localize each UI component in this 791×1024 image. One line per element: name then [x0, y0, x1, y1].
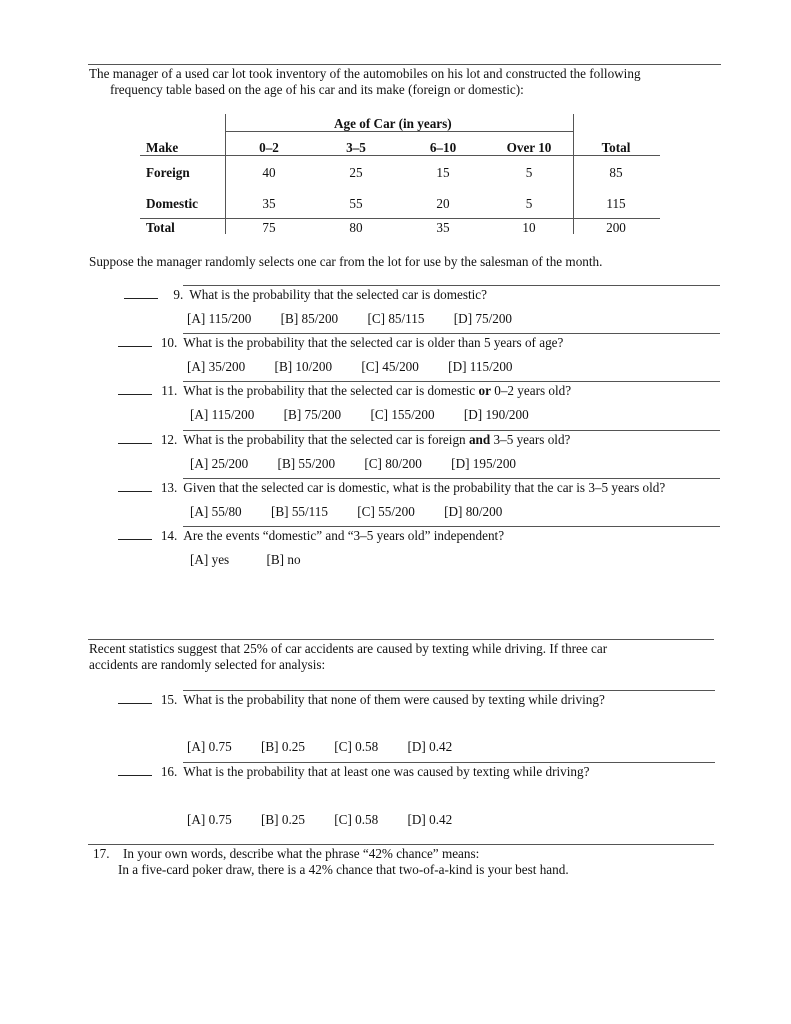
question-rule — [183, 762, 715, 763]
option-a[interactable]: [A] 0.75 — [187, 739, 232, 754]
question-number: 15. — [160, 692, 178, 707]
question-13 — [118, 480, 665, 496]
table-cell: 25 — [349, 165, 363, 180]
intro-line-1: The manager of a used car lot took inventory of the automobiles on his lot and constructed the following — [89, 66, 641, 81]
option-b[interactable]: [B] 0.25 — [260, 739, 305, 754]
question-text-end: 0–2 years old? — [490, 383, 572, 398]
question-keyword: or — [478, 383, 491, 398]
answer-blank[interactable] — [118, 384, 152, 395]
question-rule — [183, 333, 720, 334]
question-10-options — [187, 359, 539, 375]
question-10 — [118, 335, 563, 351]
table-cell-total: 115 — [606, 196, 626, 211]
question-rule — [183, 430, 720, 431]
table-col-header: 6–10 — [429, 140, 457, 155]
option-a[interactable]: [A] yes — [190, 552, 230, 567]
option-d[interactable]: [D] 75/200 — [453, 311, 513, 326]
answer-blank[interactable] — [118, 433, 152, 444]
question-17 — [93, 846, 479, 862]
table-cell: 40 — [262, 165, 276, 180]
question-text: What is the probability that none of them were caused by texting while driving? — [183, 692, 605, 707]
question-9-options — [187, 311, 538, 327]
option-a[interactable]: [A] 115/200 — [187, 311, 252, 326]
top-rule — [88, 64, 721, 65]
table-cell: 80 — [349, 220, 363, 235]
table-rule-total — [140, 218, 660, 219]
question-text-end: 3–5 years old? — [490, 432, 571, 447]
table-row-label: Total — [146, 220, 175, 235]
table-make-header: Make — [146, 140, 179, 155]
scenario-2-line-2: accidents are randomly selected for analysis: — [89, 657, 326, 672]
intro-line-2: frequency table based on the age of his car and its make (foreign or domestic): — [110, 82, 524, 97]
question-14 — [118, 528, 504, 544]
table-cell: 35 — [262, 196, 276, 211]
option-b[interactable]: [B] 10/200 — [274, 359, 333, 374]
table-cell: 5 — [525, 196, 533, 211]
question-11-options — [190, 407, 555, 423]
question-13-options — [190, 504, 528, 520]
scenario-2-line-1: Recent statistics suggest that 25% of car accidents are caused by texting while driving. If three car — [89, 641, 608, 656]
question-number: 13. — [160, 480, 178, 495]
question-number: 10. — [160, 335, 178, 350]
option-b[interactable]: [B] 55/115 — [270, 504, 328, 519]
answer-blank[interactable] — [118, 693, 152, 704]
question-text: What is the probability that the selected car is domestic? — [189, 287, 488, 302]
answer-blank[interactable] — [118, 529, 152, 540]
section-rule — [88, 844, 714, 845]
question-rule — [183, 526, 720, 527]
table-col-header: 0–2 — [259, 140, 279, 155]
question-rule — [183, 478, 720, 479]
scenario-1-text: Suppose the manager randomly selects one car from the lot for use by the salesman of the month. — [89, 254, 603, 269]
option-c[interactable]: [C] 0.58 — [334, 812, 379, 827]
table-cell: 75 — [262, 220, 276, 235]
question-16-options — [187, 812, 478, 828]
option-a[interactable]: [A] 55/80 — [190, 504, 242, 519]
option-a[interactable]: [A] 0.75 — [187, 812, 232, 827]
table-cell-total: 85 — [609, 165, 623, 180]
option-b[interactable]: [B] no — [266, 552, 301, 567]
question-11 — [118, 383, 571, 399]
option-a[interactable]: [A] 35/200 — [187, 359, 246, 374]
question-number: 12. — [160, 432, 178, 447]
option-a[interactable]: [A] 115/200 — [190, 407, 255, 422]
option-c[interactable]: [C] 45/200 — [361, 359, 419, 374]
option-b[interactable]: [B] 85/200 — [280, 311, 339, 326]
question-16 — [118, 764, 589, 780]
option-c[interactable]: [C] 155/200 — [370, 407, 435, 422]
question-9 — [124, 287, 487, 303]
question-number: 14. — [160, 528, 178, 543]
option-d[interactable]: [D] 0.42 — [407, 812, 453, 827]
question-15 — [118, 692, 605, 708]
question-text: Given that the selected car is domestic, what is the probability that the car is 3–5 years old? — [183, 480, 666, 495]
table-divider-left — [225, 114, 226, 234]
question-number: 11. — [161, 383, 178, 398]
option-d[interactable]: [D] 0.42 — [407, 739, 453, 754]
table-row-label: Domestic — [146, 196, 198, 211]
question-rule — [183, 285, 720, 286]
option-c[interactable]: [C] 80/200 — [364, 456, 422, 471]
answer-blank[interactable] — [118, 481, 152, 492]
option-b[interactable]: [B] 55/200 — [277, 456, 336, 471]
option-c[interactable]: [C] 55/200 — [357, 504, 415, 519]
answer-blank[interactable] — [118, 336, 152, 347]
table-divider-right — [573, 114, 574, 234]
option-d[interactable]: [D] 195/200 — [451, 456, 517, 471]
question-12 — [118, 432, 570, 448]
table-row-label: Foreign — [146, 165, 190, 180]
question-number: 16. — [160, 764, 178, 779]
table-cell: 10 — [522, 220, 536, 235]
question-14-options — [190, 552, 327, 568]
option-a[interactable]: [A] 25/200 — [190, 456, 249, 471]
question-17-answer: In a five-card poker draw, there is a 42% chance that two-of-a-kind is your best hand. — [118, 862, 569, 877]
question-text: What is the probability that the selected car is foreign — [183, 432, 469, 447]
table-cell: 5 — [525, 165, 533, 180]
table-cell-total: 200 — [606, 220, 626, 235]
table-total-header: Total — [601, 140, 631, 155]
table-col-header: Over 10 — [506, 140, 552, 155]
table-cell: 20 — [436, 196, 450, 211]
option-d[interactable]: [D] 80/200 — [444, 504, 503, 519]
option-b[interactable]: [B] 0.25 — [260, 812, 305, 827]
answer-blank[interactable] — [118, 765, 152, 776]
table-cell: 55 — [349, 196, 363, 211]
question-text: What is the probability that at least one was caused by texting while driving? — [183, 764, 590, 779]
question-12-options — [190, 456, 542, 472]
answer-blank[interactable] — [124, 288, 158, 299]
question-text: In your own words, describe what the phrase “42% chance” means: — [123, 846, 480, 861]
question-15-options — [187, 739, 478, 755]
section-rule — [88, 639, 714, 640]
table-cell: 15 — [436, 165, 450, 180]
question-text: Are the events “domestic” and “3–5 years old” independent? — [183, 528, 505, 543]
table-col-header: 3–5 — [346, 140, 366, 155]
option-d[interactable]: [D] 115/200 — [448, 359, 513, 374]
option-c[interactable]: [C] 0.58 — [334, 739, 379, 754]
option-b[interactable]: [B] 75/200 — [283, 407, 342, 422]
question-keyword: and — [468, 432, 491, 447]
option-d[interactable]: [D] 190/200 — [463, 407, 529, 422]
question-text: What is the probability that the selected car is older than 5 years of age? — [183, 335, 564, 350]
option-c[interactable]: [C] 85/115 — [367, 311, 425, 326]
question-number: 9. — [173, 287, 184, 302]
question-rule — [183, 690, 715, 691]
table-group-header: Age of Car (in years) — [334, 116, 452, 131]
question-rule — [183, 381, 720, 382]
table-cell: 35 — [436, 220, 450, 235]
question-text: What is the probability that the selected car is domestic — [183, 383, 479, 398]
question-number: 17. — [93, 846, 110, 861]
